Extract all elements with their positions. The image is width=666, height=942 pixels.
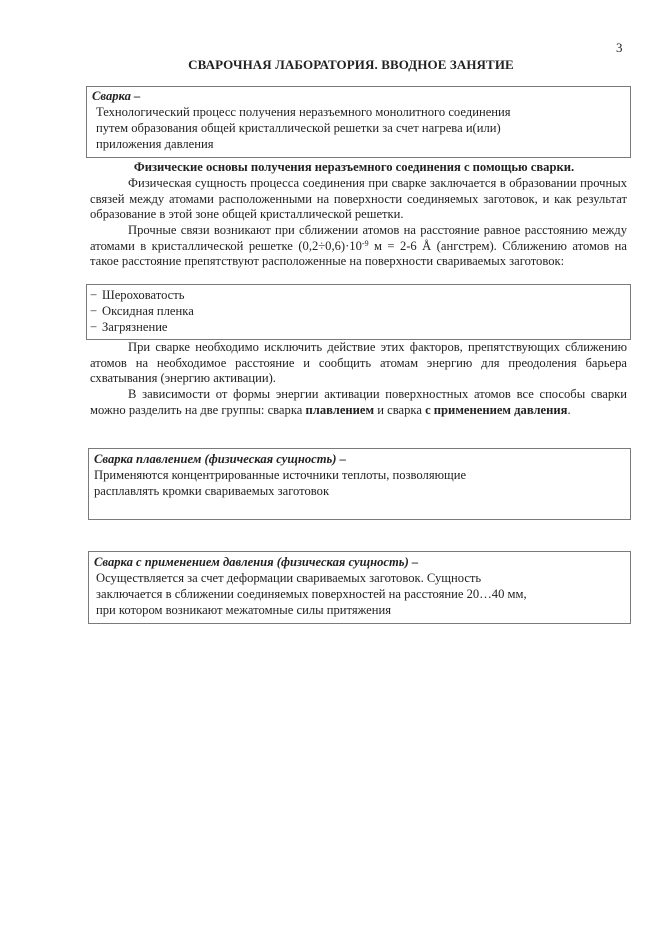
pressure-line: заключается в сближении соединяемых поверхностей на расстояние 20…40 мм, <box>96 587 527 601</box>
dash-bullet-icon: − <box>90 304 98 318</box>
exponent: -9 <box>361 238 369 248</box>
page-number: 3 <box>616 40 623 55</box>
list-item <box>87 319 630 335</box>
list-item <box>87 303 630 319</box>
paragraph-welding-groups <box>90 387 627 418</box>
fusion-term: Сварка плавлением (физическая сущность) – <box>94 452 346 466</box>
pressure-term: Сварка с применением давления (физическая сущность) – <box>94 555 419 569</box>
pressure-line: Осуществляется за счет деформации свариваемых заготовок. Сущность <box>96 571 482 585</box>
definition-line: путем образования общей кристаллической решетки за счет нагрева и(или) <box>96 121 501 135</box>
fusion-line: расплавлять кромки свариваемых заготовок <box>94 484 330 498</box>
paragraph-exclude-factors: При сварке необходимо исключить действие этих факторов, препятствующих сближению атомов на необходимое расстояние и сообщить атомам энергию для преодоления барьера схватывания (энергию активации). <box>90 340 627 386</box>
fusion-line: Применяются концентрированные источники теплоты, позволяющие <box>94 468 467 482</box>
bold-term-pressure: с применением давления <box>425 402 568 417</box>
section-heading: Физические основы получения неразъемного соединения с помощью сварки. <box>133 160 575 174</box>
page-title: СВАРОЧНАЯ ЛАБОРАТОРИЯ. ВВОДНОЕ ЗАНЯТИЕ <box>188 57 514 72</box>
list-item-label: Оксидная пленка <box>102 304 194 318</box>
definition-line: приложения давления <box>96 137 214 151</box>
paragraph-text: и сварка <box>374 402 426 417</box>
list-item <box>87 287 630 303</box>
paragraph-physical-essence: Физическая сущность процесса соединения при сварке заключается в образовании прочных связей между атомами расположенными на поверхности соединяемых заготовок, и как результат образование в этой зоне общей кристаллической решетки. <box>90 176 627 222</box>
dash-bullet-icon: − <box>90 320 98 334</box>
list-item-label: Загрязнение <box>102 320 168 334</box>
obstacles-list-box <box>86 284 631 340</box>
paragraph-text: м = 2-6 Å (ангстрем). Сближению атомов на такое расстояние препятствуют расположенные на поверхности свариваемых заготовок: <box>90 238 627 269</box>
paragraph-text: В зависимости от формы энергии активации поверхностных атомов все способы сварки можно разделить на две группы: сварка <box>90 387 627 417</box>
pressure-line: при котором возникают межатомные силы притяжения <box>96 603 392 617</box>
list-item-label: Шероховатость <box>102 288 185 302</box>
fusion-welding-box <box>88 448 631 520</box>
pressure-welding-box <box>88 551 631 624</box>
definition-term: Сварка – <box>92 89 141 103</box>
definition-line: Технологический процесс получения неразъемного монолитного соединения <box>96 105 511 119</box>
paragraph-strong-bonds <box>90 223 627 270</box>
paragraph-text: . <box>567 402 571 417</box>
bold-term-fusion: плавлением <box>305 402 375 417</box>
paragraph-text: Прочные связи возникают при сближении атомов на расстояние равное расстоянию между атомами в кристаллической решетке (0,2÷0,6)·10 <box>90 223 627 253</box>
dash-bullet-icon: − <box>90 288 98 302</box>
definition-box <box>86 86 631 158</box>
